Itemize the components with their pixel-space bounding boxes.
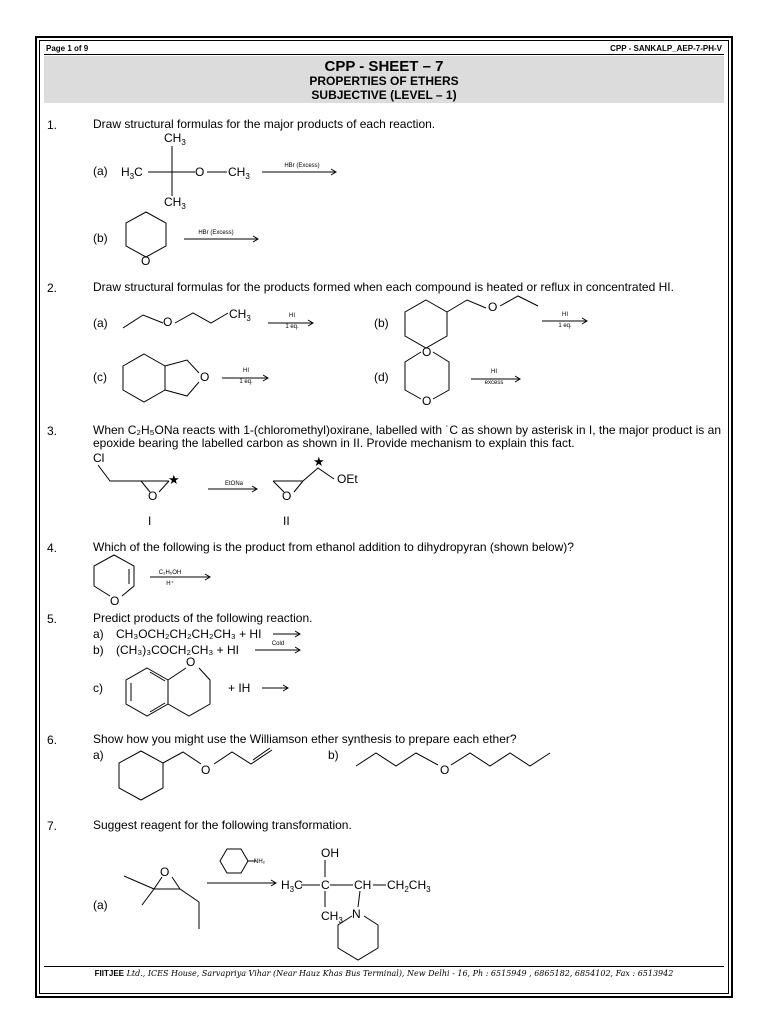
q7-amine-label: NH₂: [254, 859, 265, 865]
question-6-number: 6.: [47, 733, 58, 747]
q4-reagent-acid: H⁺: [166, 581, 174, 587]
svg-text:OH: OH: [321, 846, 339, 860]
question-7-number: 7.: [47, 819, 58, 833]
svg-text:O: O: [440, 763, 450, 777]
q5a-reaction: CH₃OCH₂CH₂CH₂CH₃ + HI: [116, 627, 262, 641]
question-5-number: 5.: [47, 612, 58, 626]
q5b-label: b): [93, 643, 104, 657]
question-5-text: Predict products of the following reaction.: [93, 611, 313, 625]
q3-ethoxy-label: OEt: [337, 472, 358, 486]
svg-text:CH3: $CH_3$: [228, 165, 250, 181]
q4-reagent-ethanol: C₂H₅OH: [158, 570, 182, 576]
svg-text:O: O: [195, 165, 205, 179]
svg-text:CH2CH3: $CH_2CH_3$: [387, 878, 431, 894]
svg-text:O: O: [186, 655, 196, 669]
page-number: Page 1 of 9: [46, 44, 89, 53]
footer-divider: [44, 966, 724, 967]
q2-part-c-label: (c): [93, 370, 107, 384]
question-4-text: Which of the following is the product from ethanol addition to dihydropyran (shown below)?: [93, 540, 574, 554]
sheet-title: CPP - SHEET – 7: [324, 58, 444, 75]
svg-text:H3C: $H_3C$: [121, 165, 143, 181]
q5c-label: c): [93, 681, 103, 695]
q2-part-d-label: (d): [374, 370, 389, 384]
question-3-text: When C₂H₅ONa reacts with 1-(chloromethyl)oxirane, labelled with ˙C as shown by asterisk in I, the major product is an epoxide bearing the labelled carbon as shown in II. Provide mechanism to explain this fact.: [93, 423, 721, 450]
svg-text:O: O: [200, 370, 210, 384]
question-2-text: Draw structural formulas for the products formed when each compound is heated or reflux in concentrated HI.: [93, 280, 674, 294]
sheet-subtitle: PROPERTIES OF ETHERS: [309, 74, 459, 88]
q6b-label: b): [328, 748, 339, 762]
q2d-excess: excess: [484, 380, 504, 386]
q7a-label: (a): [93, 898, 108, 912]
footer-address: [0, 969, 768, 978]
question-2-number: 2.: [47, 281, 58, 295]
q1b-reagent: HBr (Excess): [198, 230, 234, 236]
q3-structure-I-label: I: [148, 514, 152, 528]
q2-part-a-label: (a): [93, 316, 108, 330]
q2b-eq: 1 eq.: [558, 323, 572, 329]
q2c-eq: 1 eq.: [239, 379, 253, 385]
svg-text:H3C: $H_3C$: [281, 878, 303, 894]
q2a-eq: 1 eq.: [285, 324, 299, 330]
q5c-reaction: + IH: [228, 681, 251, 695]
footer-brand: FIITJEE: [94, 969, 125, 978]
svg-text:O: O: [422, 394, 432, 408]
svg-text:★: ★: [168, 472, 180, 487]
q5b-condition: Cold: [271, 641, 285, 647]
q2a-reagent: HI: [289, 313, 295, 319]
svg-text:CH3: $CH_3$: [164, 195, 186, 211]
svg-text:★: ★: [313, 454, 325, 469]
svg-text:O: O: [160, 865, 170, 879]
q2b-reagent: HI: [562, 312, 568, 318]
question-1-text: Draw structural formulas for the major products of each reaction.: [93, 117, 436, 131]
question-1-number: 1.: [47, 118, 58, 132]
q1-part-b-label: (b): [93, 231, 108, 245]
q3-chlorine-label: Cl: [93, 451, 105, 465]
question-7-text: Suggest reagent for the following transformation.: [93, 818, 352, 832]
svg-text:O: O: [488, 300, 498, 314]
svg-text:O: O: [201, 763, 211, 777]
q3-reagent: EtONa: [224, 481, 243, 487]
q5b-reaction: (CH₃)₃COCH₂CH₃ + HI: [116, 643, 239, 657]
q6a-label: a): [93, 748, 104, 762]
q3-structure-II-label: II: [283, 514, 290, 528]
svg-text:CH3: $CH_3$: [229, 307, 251, 323]
svg-text:CH3: $CH_3$: [321, 909, 343, 925]
question-6-text: Show how you might use the Williamson ether synthesis to prepare each ether?: [93, 732, 517, 746]
q1a-reagent: HBr (Excess): [284, 163, 320, 169]
svg-text:CH: CH: [354, 878, 372, 892]
q2-part-b-label: (b): [374, 316, 389, 330]
svg-text:N: N: [352, 907, 361, 921]
svg-text:O: O: [163, 315, 173, 329]
q5a-label: a): [93, 627, 104, 641]
svg-text:O: O: [422, 345, 432, 359]
svg-text:O: O: [148, 489, 158, 503]
svg-text:C: C: [321, 878, 330, 892]
sheet-code: CPP - SANKALP_AEP-7-PH-V: [610, 44, 722, 53]
footer-text: Ltd., ICES House, Sarvapriya Vihar (Near Hauz Khas Bus Terminal), New Delhi - 16, Ph : 6515949 , 6865182, 6854102, Fax : 6513942: [126, 969, 674, 978]
level-subtitle: SUBJECTIVE (LEVEL – 1): [311, 88, 457, 102]
q2c-reagent: HI: [243, 368, 249, 374]
svg-text:O: O: [110, 594, 120, 608]
q2d-reagent: HI: [491, 369, 497, 375]
svg-text:O: O: [141, 254, 151, 268]
q1-part-a-label: (a): [93, 164, 108, 178]
question-3-number: 3.: [47, 424, 58, 438]
question-4-number: 4.: [47, 541, 58, 555]
svg-text:O: O: [282, 489, 292, 503]
svg-text:CH3: $CH_3$: [164, 131, 186, 147]
